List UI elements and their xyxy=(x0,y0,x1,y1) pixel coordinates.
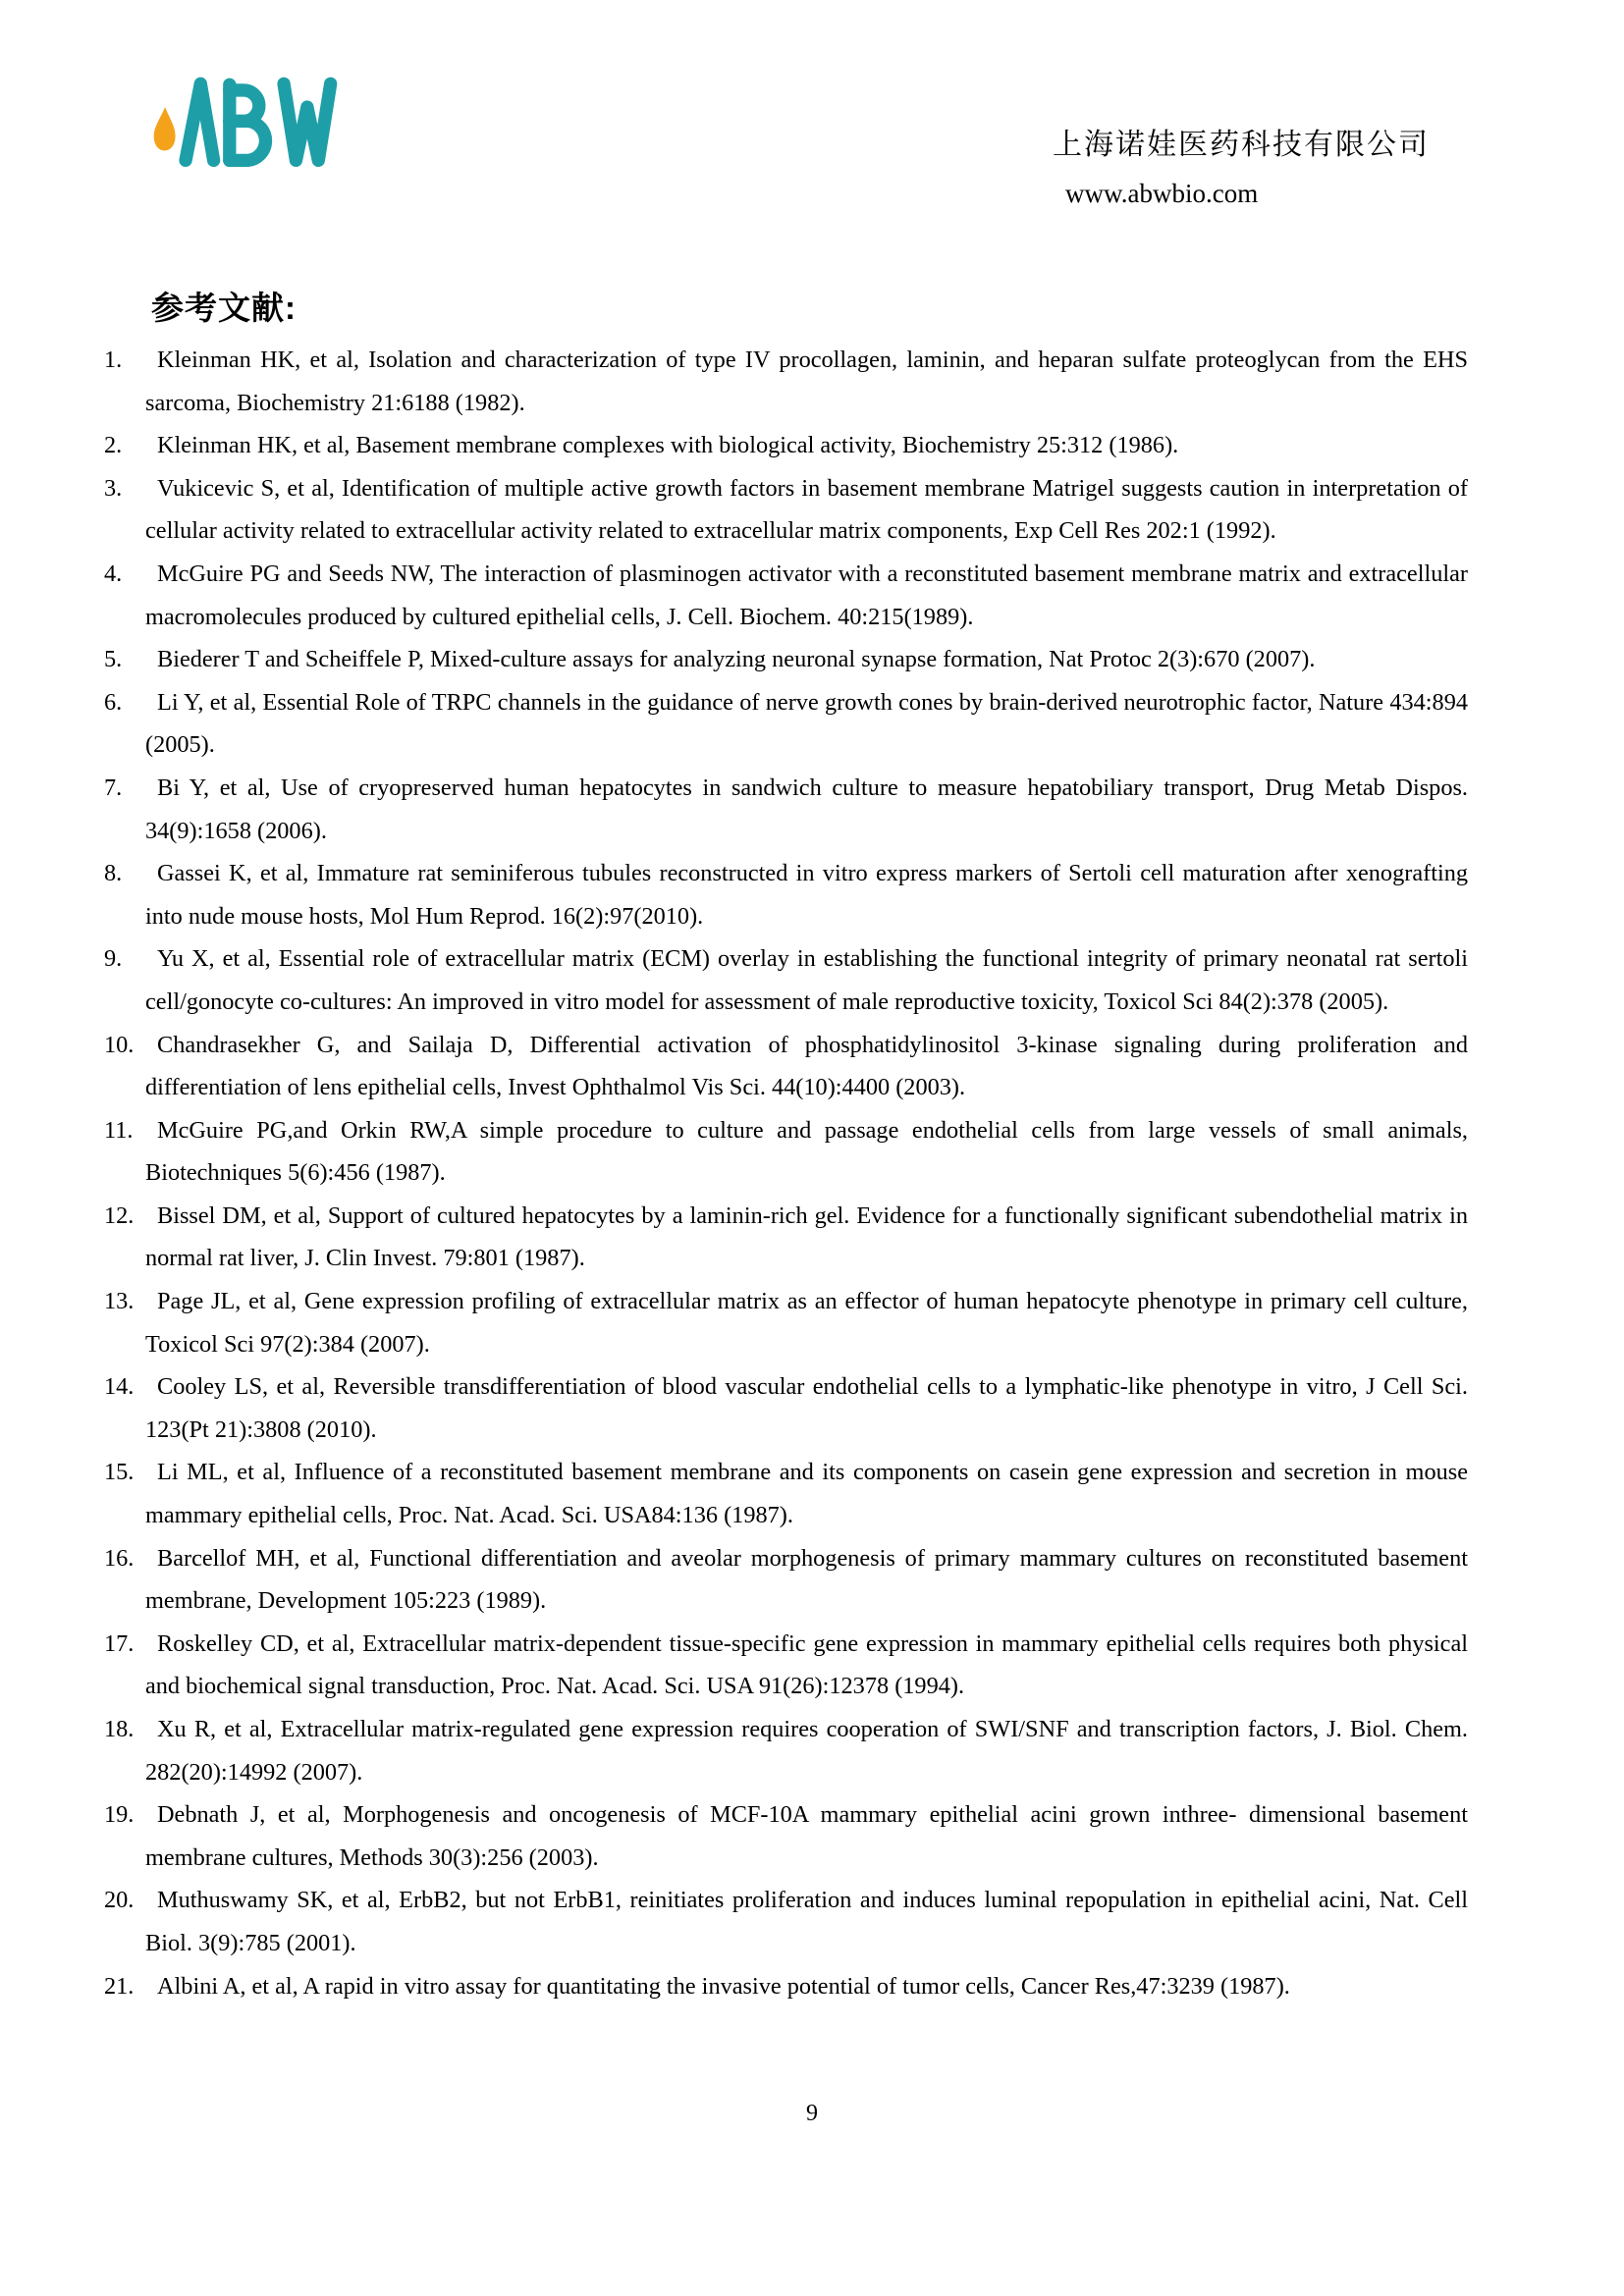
reference-item xyxy=(0,1708,1624,1793)
reference-item xyxy=(0,1024,1624,1109)
website-url: www.abwbio.com xyxy=(1065,179,1259,208)
reference-number: 19. xyxy=(104,1801,135,1829)
reference-item xyxy=(0,1195,1624,1280)
page-number: 9 xyxy=(806,2101,818,2126)
reference-text: Muthuswamy SK, et al, ErbB2, but not ErbB1, reinitiates proliferation and induces luminal repopulation in epithelial acini, Nat. Cell Biol. 3(9):785 (2001). xyxy=(145,1887,1468,1956)
reference-text: Bissel DM, et al, Support of cultured hepatocytes by a laminin-rich gel. Evidence for a functionally significant subendothelial matrix in normal rat liver, J. Clin Invest. 79:801 (1987). xyxy=(145,1201,1468,1272)
reference-text: Li Y, et al, Essential Role of TRPC channels in the guidance of nerve growth cones by brain-derived neurotrophic factor, Nature 434:894 (2005). xyxy=(145,688,1468,759)
abw-letters xyxy=(186,83,331,160)
reference-number: 20. xyxy=(104,1887,135,1914)
reference-number: 3. xyxy=(104,474,123,502)
reference-item xyxy=(0,852,1624,937)
reference-item xyxy=(0,767,1624,852)
reference-text: McGuire PG,and Orkin RW,A simple procedure to culture and passage endothelial cells from large vessels of small animals, Biotechniques 5(6):456 (1987). xyxy=(145,1116,1468,1187)
reference-number: 14. xyxy=(104,1373,135,1401)
reference-item xyxy=(0,1879,1624,1964)
reference-text: Biederer T and Scheiffele P, Mixed-culture assays for analyzing neuronal synapse formation, Nat Protoc 2(3):670 (2007). xyxy=(157,646,1316,673)
reference-text: Kleinman HK, et al, Basement membrane complexes with biological activity, Biochemistry 25:312 (1986). xyxy=(157,432,1179,459)
reference-number: 17. xyxy=(104,1629,135,1657)
reference-text: Albini A, et al, A rapid in vitro assay for quantitating the invasive potential of tumor cells, Cancer Res,47:3239 (1987). xyxy=(157,1972,1290,2000)
reference-item xyxy=(0,1365,1624,1451)
reference-item xyxy=(0,681,1624,767)
reference-item xyxy=(0,1109,1624,1195)
reference-number: 16. xyxy=(104,1544,135,1572)
reference-text: Cooley LS, et al, Reversible transdifferentiation of blood vascular endothelial cells to a lymphatic-like phenotype in vitro, J Cell Sci. 123(Pt 21):3808 (2010). xyxy=(145,1373,1468,1443)
reference-number: 13. xyxy=(104,1288,135,1315)
reference-item xyxy=(0,638,1624,681)
reference-item xyxy=(0,1965,1624,2008)
reference-item xyxy=(0,1451,1624,1536)
reference-number: 4. xyxy=(104,560,123,587)
reference-item xyxy=(0,937,1624,1023)
reference-number: 15. xyxy=(104,1459,135,1486)
reference-text: McGuire PG and Seeds NW, The interaction of plasminogen activator with a reconstituted basement membrane matrix and extracellular macromolecules produced by cultured epithelial cells, J. Cell. Biochem. 40:215(1989). xyxy=(145,560,1468,630)
reference-text: Kleinman HK, et al, Isolation and characterization of type IV procollagen, laminin, and heparan sulfate proteoglycan from the EHS sarcoma, Biochemistry 21:6188 (1982). xyxy=(145,347,1468,416)
reference-number: 10. xyxy=(104,1031,135,1058)
reference-text: Bi Y, et al, Use of cryopreserved human hepatocytes in sandwich culture to measure hepatobiliary transport, Drug Metab Dispos. 34(9):1658 (2006). xyxy=(145,774,1468,844)
reference-text: Debnath J, et al, Morphogenesis and oncogenesis of MCF-10A mammary epithelial acini grown inthree- dimensional basement membrane cultures, Methods 30(3):256 (2003). xyxy=(145,1801,1468,1871)
reference-text: Vukicevic S, et al, Identification of multiple active growth factors in basement membrane Matrigel suggests caution in interpretation of cellular activity related to extracellular activity related to extracellular matrix components, Exp Cell Res 202:1 (1992). xyxy=(145,474,1468,545)
reference-item xyxy=(0,1793,1624,1879)
reference-item xyxy=(0,467,1624,553)
reference-item xyxy=(0,1280,1624,1365)
reference-text: Gassei K, et al, Immature rat seminiferous tubules reconstructed in vitro express markers of Sertoli cell maturation after xenografting into nude mouse hosts, Mol Hum Reprod. 16(2):97(2010). xyxy=(145,860,1468,930)
references-list xyxy=(0,339,1624,2007)
reference-number: 6. xyxy=(104,688,123,716)
reference-item xyxy=(0,424,1624,467)
reference-text: Li ML, et al, Influence of a reconstituted basement membrane and its components on casein gene expression and secretion in mouse mammary epithelial cells, Proc. Nat. Acad. Sci. USA84:136 (1987). xyxy=(145,1459,1468,1529)
reference-item xyxy=(0,553,1624,638)
reference-number: 7. xyxy=(104,774,123,801)
references-heading: 参考文献: xyxy=(151,290,297,326)
droplet-icon xyxy=(154,107,176,150)
reference-number: 1. xyxy=(104,347,123,373)
reference-number: 5. xyxy=(104,646,123,673)
reference-text: Chandrasekher G, and Sailaja D, Differential activation of phosphatidylinositol 3-kinase signaling during proliferation and differentiation of lens epithelial cells, Invest Ophthalmol Vis Sci. 44(10):4400 (2003). xyxy=(145,1031,1468,1101)
abw-logo xyxy=(147,69,344,169)
reference-text: Xu R, et al, Extracellular matrix-regulated gene expression requires cooperation of SWI/SNF and transcription factors, J. Biol. Chem. 282(20):14992 (2007). xyxy=(145,1716,1468,1786)
reference-text: Yu X, et al, Essential role of extracellular matrix (ECM) overlay in establishing the functional integrity of primary neonatal rat sertoli cell/gonocyte co-cultures: An improved in vitro model for assessment of male reproductive toxicity, Toxicol Sci 84(2):378 (2005). xyxy=(145,945,1468,1015)
reference-text: Barcellof MH, et al, Functional differentiation and aveolar morphogenesis of primary mammary cultures on reconstituted basement membrane, Development 105:223 (1989). xyxy=(145,1544,1468,1615)
reference-number: 12. xyxy=(104,1201,135,1229)
reference-number: 8. xyxy=(104,860,123,887)
reference-number: 2. xyxy=(104,432,123,459)
reference-item xyxy=(0,339,1624,424)
reference-number: 11. xyxy=(104,1116,134,1144)
reference-number: 9. xyxy=(104,945,123,973)
company-name: 上海诺娃医药科技有限公司 xyxy=(1053,129,1430,161)
reference-number: 21. xyxy=(104,1972,135,2000)
reference-text: Page JL, et al, Gene expression profiling of extracellular matrix as an effector of human hepatocyte phenotype in primary cell culture, Toxicol Sci 97(2):384 (2007). xyxy=(145,1288,1468,1358)
reference-item xyxy=(0,1537,1624,1623)
reference-number: 18. xyxy=(104,1716,135,1742)
reference-item xyxy=(0,1623,1624,1708)
reference-text: Roskelley CD, et al, Extracellular matrix-dependent tissue-specific gene expression in mammary epithelial cells requires both physical and biochemical signal transduction, Proc. Nat. Acad. Sci. USA 91(26):12378 (1994). xyxy=(145,1629,1468,1700)
